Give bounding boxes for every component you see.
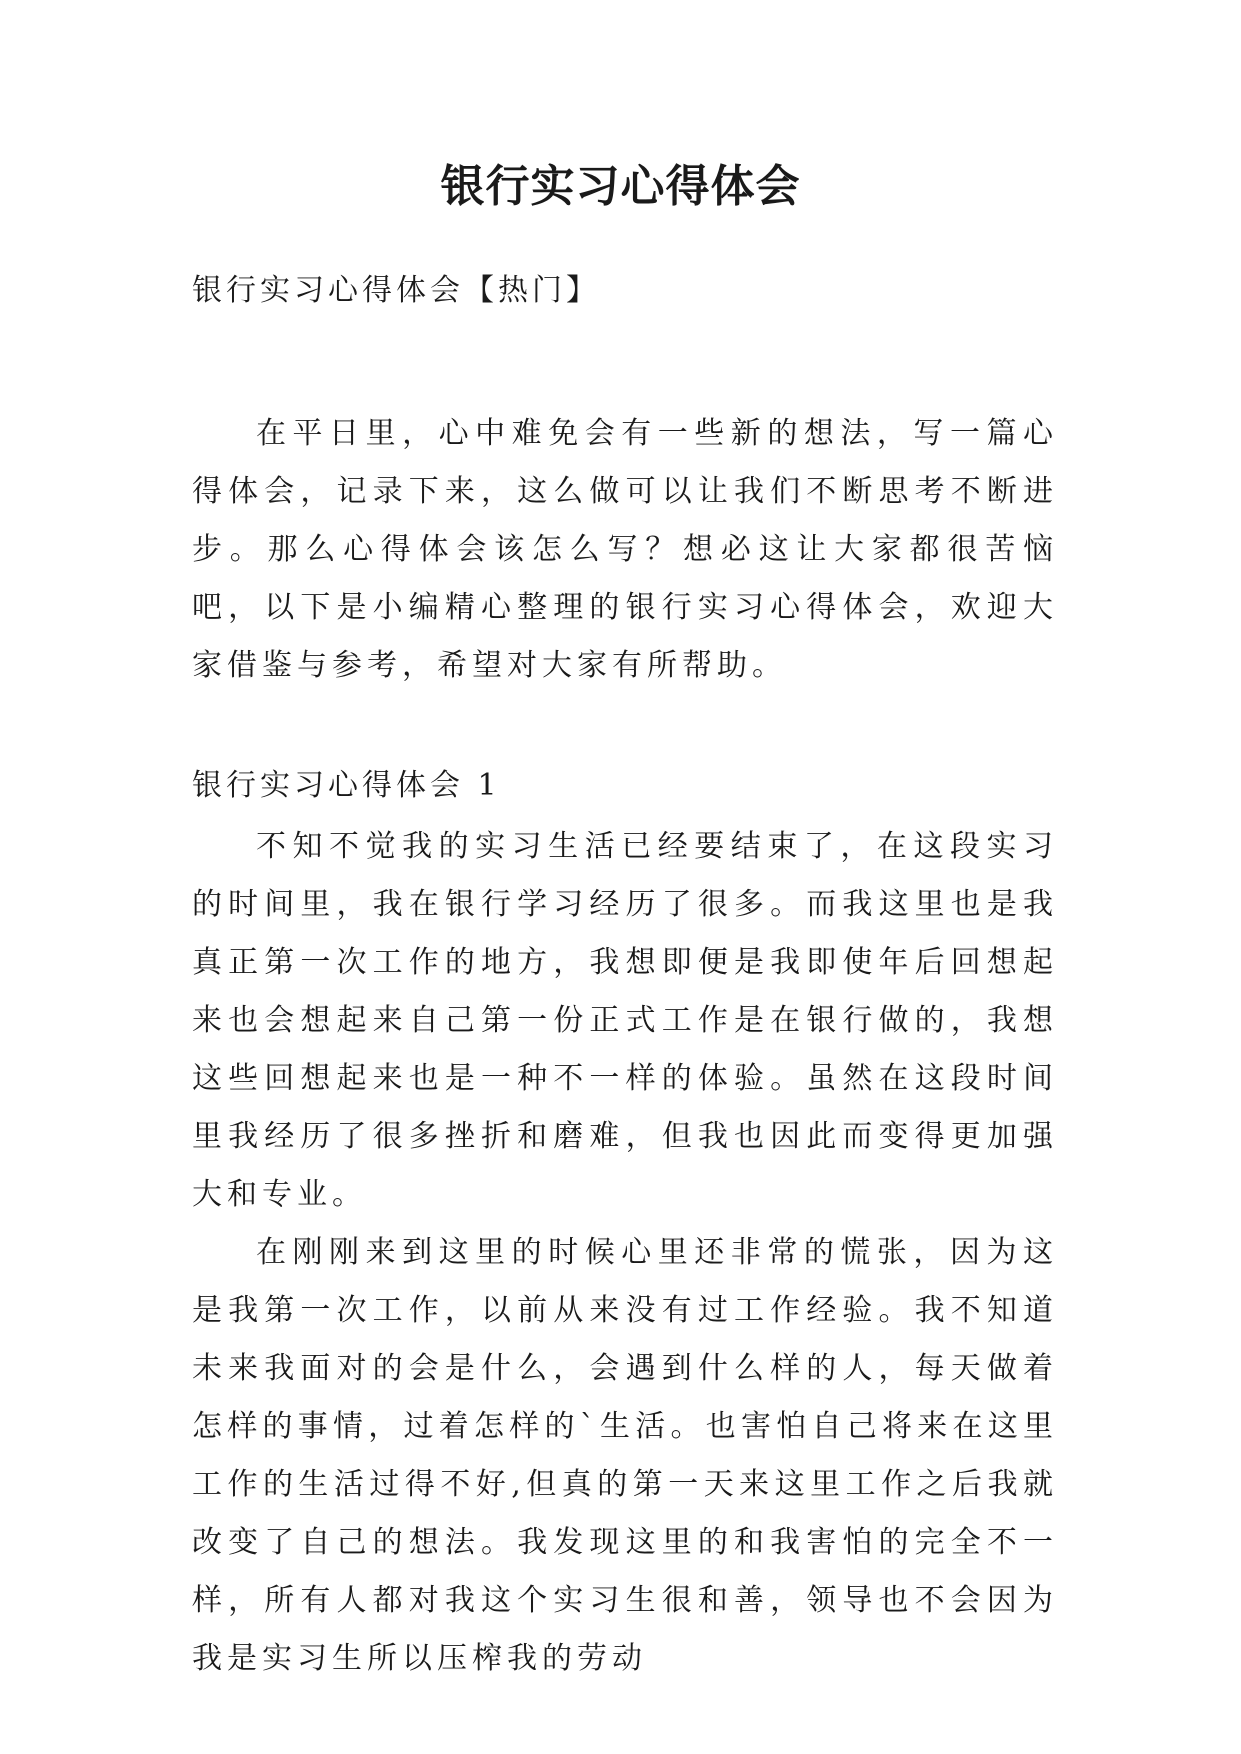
section-body xyxy=(192,818,1058,1688)
intro-paragraph: 在平日里，心中难免会有一些新的想法，写一篇心得体会，记录下来，这么做可以让我们不断思考不断进步。那么心得体会该怎么写？想必这让大家都很苦恼吧，以下是小编精心整理的银行实习心得体会，欢迎大家借鉴与参考，希望对大家有所帮助。 xyxy=(192,416,1058,683)
document-title: 银行实习心得体会 xyxy=(440,161,801,212)
document-subtitle: 银行实习心得体会【热门】 xyxy=(192,273,600,308)
body-paragraph-2: 在刚刚来到这里的时候心里还非常的慌张，因为这是我第一次工作，以前从来没有过工作经验。我不知道未来我面对的会是什么，会遇到什么样的人，每天做着怎样的事情，过着怎样的`生活。也害怕自己将来在这里工作的生活过得不好,但真的第一天来这里工作之后我就改变了自己的想法。我发现这里的和我害怕的完全不一样，所有人都对我这个实习生很和善，领导也不会因为我是实习生所以压榨我的劳动 xyxy=(192,1235,1058,1676)
body-paragraph-1: 不知不觉我的实习生活已经要结束了，在这段实习的时间里，我在银行学习经历了很多。而我这里也是我真正第一次工作的地方，我想即便是我即使年后回想起来也会想起来自己第一份正式工作是在银行做的，我想这些回想起来也是一种不一样的体验。虽然在这段时间里我经历了很多挫折和磨难，但我也因此而变得更加强大和专业。 xyxy=(192,829,1058,1212)
section-heading: 银行实习心得体会 1 xyxy=(192,768,501,803)
